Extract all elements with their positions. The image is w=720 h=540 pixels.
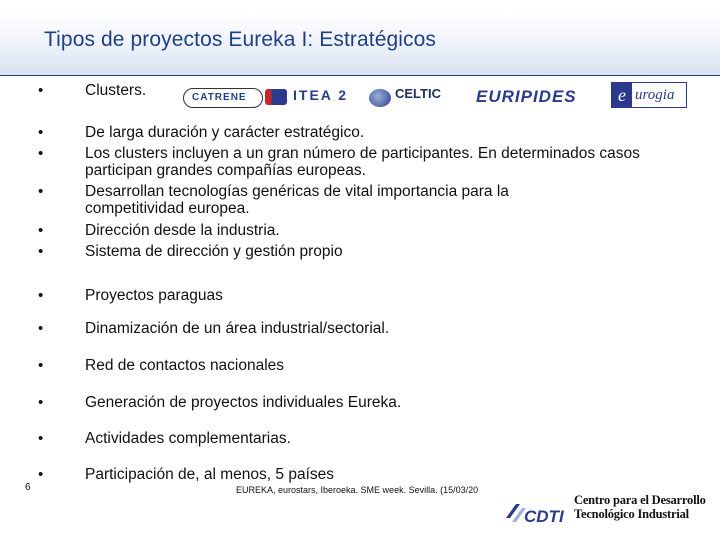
cluster-point: De larga duración y carácter estratégico. [85,124,365,141]
org-name-line1: Centro para el Desarrollo [574,493,706,507]
bullet: • [38,145,44,162]
bullet: • [38,124,44,141]
bullet: • [38,357,44,374]
catrene-logo: CATRENE [183,88,263,108]
bullet: • [38,466,44,483]
bullet: • [38,320,44,337]
umbrella-point: Generación de proyectos individuales Eureka. [85,394,402,411]
clusters-label: Clusters. [85,82,147,99]
umbrella-point: Red de contactos nacionales [85,357,285,374]
org-name-line2: Tecnológico Industrial [574,507,689,521]
bullet: • [38,430,44,447]
itea-mark-icon [265,89,287,105]
umbrella-label: Proyectos paraguas [85,287,223,304]
itea-logo: ITEA 2 [265,87,365,109]
cdti-logo-text: CDTI [524,507,564,526]
footer-text: EUREKA, eurostars, Iberoeka. SME week. Sevilla. (15/03/20 [236,485,479,495]
title-divider [0,75,720,76]
cluster-point: Dirección desde la industria. [85,222,280,239]
bullet: • [38,243,44,260]
euripides-logo: EURIPIDES [476,87,577,106]
bullet: • [38,287,44,304]
bullet: • [38,222,44,239]
umbrella-point: Participación de, al menos, 5 países [85,466,334,483]
cdti-logo [504,496,568,528]
page-title: Tipos de proyectos Eureka I: Estratégicos [44,28,437,51]
eurogia-logo: e urogia [611,82,687,108]
cluster-point: Sistema de dirección y gestión propio [85,243,343,260]
umbrella-point: Dinamización de un área industrial/sectorial. [85,320,390,337]
page-number: 6 [25,482,31,493]
bullet: • [38,183,44,200]
bullet: • [38,394,44,411]
celtic-logo: CELTIC [369,86,469,110]
cluster-point: Desarrollan tecnologías genéricas de vital importancia para la competitividad europea. [85,183,509,217]
cdti-org-name [574,493,714,521]
bullet: • [38,82,44,99]
globe-icon [369,89,391,107]
cluster-point: Los clusters incluyen a un gran número de participantes. En determinados casos participan grandes compañías europeas. [85,145,640,179]
umbrella-point: Actividades complementarias. [85,430,291,447]
